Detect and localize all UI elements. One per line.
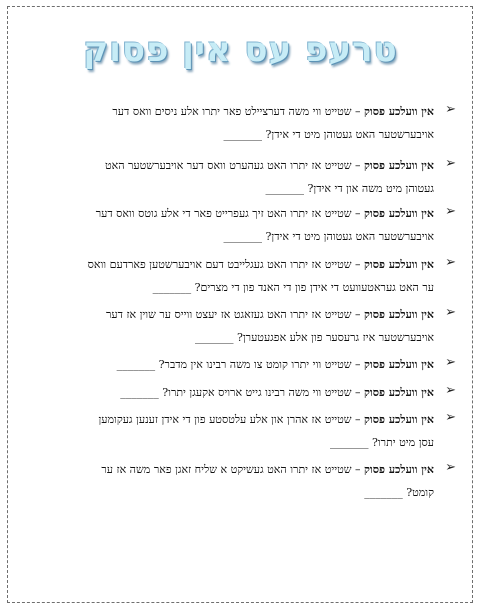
arrow-bullet-icon: ➢ (445, 460, 456, 475)
question-line: שטייט ווי משה דערציילט פאר יתרו אלע ניסים וואס דער (112, 105, 352, 118)
question-line: שטייט אז יתרו האט געזאגט אז יעצט ווייס ער שוין אז דער (106, 308, 352, 321)
question-text: אין וועלכע פסוק – שטייט ווי יתרו קומט צו משה רבינו אין מדבר? _______ (116, 358, 434, 371)
question-text: אין וועלכע פסוק – שטייט אז יתרו האט זיך געפרייט פאר די אלע גוטס וואס דער אויבערשטער האט געטוהן מיט די אידן? _______ (95, 207, 434, 243)
question-text: אין וועלכע פסוק – שטייט אז אהרן און אלע עלטסטע פון די אידן זענען געקומען עסן מיט יתרו? _______ (98, 413, 434, 449)
question-line: שטייט אז אהרן און אלע עלטסטע פון די אידן זענען געקומען (98, 413, 352, 426)
question-label: אין וועלכע פסוק (364, 386, 434, 399)
question-label: אין וועלכע פסוק (364, 308, 434, 321)
question-text: אין וועלכע פסוק – שטייט ווי משה רבינו גייט ארויס אקעגן יתרו? _______ (120, 386, 434, 399)
question-text: אין וועלכע פסוק – שטייט אז יתרו האט געגלייבט דעם אויבערשטען פארדעם וואס ער האט געראטעוועט די אידן פון די האנד פון די מצרים? _______ (87, 258, 434, 294)
question-label: אין וועלכע פסוק (364, 207, 434, 220)
question-line: שטייט ווי יתרו קומט צו משה רבינו אין מדבר? _______ (116, 358, 352, 371)
question-label: אין וועלכע פסוק (364, 463, 434, 476)
question-line: געטוהן מיט משה און די אידן? _______ (265, 182, 434, 195)
arrow-bullet-icon: ➢ (445, 355, 456, 370)
question-label: אין וועלכע פסוק (364, 159, 434, 172)
question-text: אין וועלכע פסוק – שטייט אז יתרו האט געהערט וואס דער אויבערשטער האט געטוהן מיט משה און די אידן? _______ (104, 159, 434, 195)
question-item (20, 202, 460, 248)
question-label: אין וועלכע פסוק (364, 358, 434, 371)
arrow-bullet-icon: ➢ (445, 204, 456, 219)
question-line: אויבערשטער האט געטוהן מיט די אידן? _______ (223, 128, 434, 141)
question-item (20, 381, 460, 404)
arrow-bullet-icon: ➢ (445, 156, 456, 171)
question-line: עסן מיט יתרו? _______ (329, 436, 434, 449)
arrow-bullet-icon: ➢ (445, 410, 456, 425)
arrow-bullet-icon: ➢ (445, 102, 456, 117)
page-title: טרעפ עס אין פסוק (83, 30, 398, 70)
question-text: אין וועלכע פסוק – שטייט ווי משה דערציילט פאר יתרו אלע ניסים וואס דער אויבערשטער האט געטוהן מיט די אידן? _______ (112, 105, 434, 141)
question-label: אין וועלכע פסוק (364, 258, 434, 271)
question-line: שטייט אז יתרו האט זיך געפרייט פאר די אלע גוטס וואס דער (95, 207, 352, 220)
arrow-bullet-icon: ➢ (445, 383, 456, 398)
question-line: שטייט אז יתרו האט געגלייבט דעם אויבערשטען פארדעם וואס (87, 258, 352, 271)
question-item (20, 154, 460, 200)
question-item (20, 353, 460, 376)
question-line: אויבערשטער האט געטוהן מיט די אידן? _______ (223, 230, 434, 243)
question-line: אויבערשטער איז גרעסער פון אלע אפגעטערן? _______ (194, 331, 434, 344)
question-item (20, 408, 460, 454)
question-line: שטייט אז יתרו האט געשיקט א שליח זאגן פאר משה אז ער (101, 463, 352, 476)
question-label: אין וועלכע פסוק (364, 413, 434, 426)
question-item (20, 253, 460, 299)
question-line: שטייט ווי משה רבינו גייט ארויס אקעגן יתרו? _______ (120, 386, 352, 399)
question-text: אין וועלכע פסוק – שטייט אז יתרו האט געזאגט אז יעצט ווייס ער שוין אז דער אויבערשטער איז גרעסער פון אלע אפגעטערן? _______ (106, 308, 434, 344)
question-line: ער האט געראטעוועט די אידן פון די האנד פון די מצרים? _______ (152, 281, 434, 294)
question-line: קומט? _______ (364, 486, 434, 499)
question-item (20, 303, 460, 349)
arrow-bullet-icon: ➢ (445, 305, 456, 320)
question-text: אין וועלכע פסוק – שטייט אז יתרו האט געשיקט א שליח זאגן פאר משה אז ער קומט? _______ (101, 463, 434, 499)
question-item (20, 458, 460, 504)
question-item (20, 100, 460, 146)
question-label: אין וועלכע פסוק (364, 105, 434, 118)
question-line: שטייט אז יתרו האט געהערט וואס דער אויבערשטער האט (104, 159, 352, 172)
arrow-bullet-icon: ➢ (445, 255, 456, 270)
